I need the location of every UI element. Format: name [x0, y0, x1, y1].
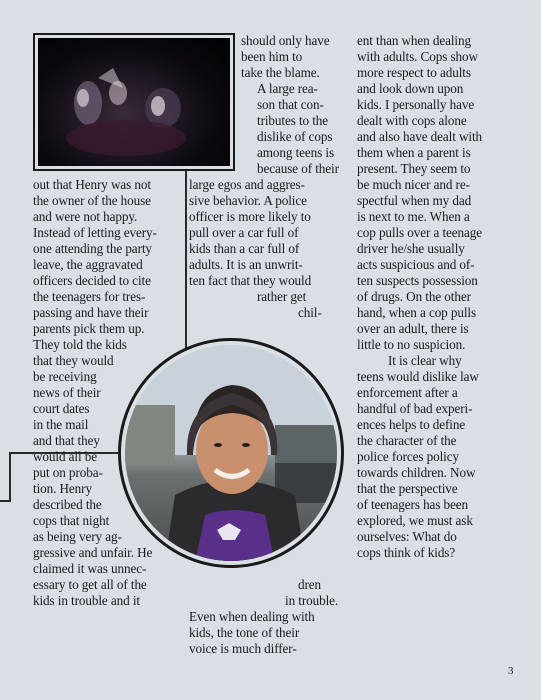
- text-line: acts suspicious and of-: [357, 257, 475, 272]
- text-line: essary to get all of the: [33, 577, 147, 592]
- text-line: A large rea-: [257, 81, 318, 96]
- text-line: pull over a car full of: [189, 225, 299, 240]
- text-line: and that they: [33, 433, 100, 448]
- text-line: sive behavior. A police: [189, 193, 307, 208]
- text-line: and were not happy.: [33, 209, 138, 224]
- text-line: out that Henry was not: [33, 177, 151, 192]
- text-line: parents pick them up.: [33, 321, 145, 336]
- photo-dark-scene-image: [38, 38, 230, 166]
- text-line: voice is much differ-: [189, 641, 297, 656]
- decorative-line-bottom: [0, 500, 11, 502]
- text-line: Even when dealing with: [189, 609, 315, 624]
- text-line: dren: [298, 577, 322, 592]
- text-line: kids in trouble and it: [33, 593, 140, 608]
- text-line: teens would dislike law: [357, 369, 479, 384]
- text-line: would all be: [33, 449, 97, 464]
- text-line: Instead of letting every-: [33, 225, 157, 240]
- text-line: and look down upon: [357, 81, 464, 96]
- text-line: son that con-: [257, 97, 324, 112]
- text-line: among teens is: [257, 145, 334, 160]
- text-line: leave, the aggravated: [33, 257, 143, 272]
- text-line: adults. It is an unwrit-: [189, 257, 303, 272]
- text-line: the teenagers for tres-: [33, 289, 146, 304]
- text-line: as being very ag-: [33, 529, 122, 544]
- text-line: be receiving: [33, 369, 97, 384]
- text-line: little to no suspicion.: [357, 337, 466, 352]
- text-line: with adults. Cops show: [357, 49, 478, 64]
- text-line: that the perspective: [357, 481, 458, 496]
- text-line: ences helps to define: [357, 417, 466, 432]
- text-line: ent than when dealing: [357, 33, 471, 48]
- text-line: explored, we must ask: [357, 513, 473, 528]
- text-line: police forces policy: [357, 449, 459, 464]
- text-line: dislike of cops: [257, 129, 333, 144]
- text-line: towards children. Now: [357, 465, 476, 480]
- text-line: handful of bad experi-: [357, 401, 473, 416]
- text-line: hand, when a cop pulls: [357, 305, 477, 320]
- photo-dark-scene-figures: [38, 38, 230, 166]
- text-line: should only have: [241, 33, 330, 48]
- text-line: in the mail: [33, 417, 89, 432]
- text-line: news of their: [33, 385, 101, 400]
- text-line: officer is more likely to: [189, 209, 311, 224]
- portrait-figure: [125, 345, 337, 561]
- text-line: be much nicer and re-: [357, 177, 470, 192]
- text-line: chil-: [298, 305, 322, 320]
- text-line: the character of the: [357, 433, 457, 448]
- text-line: officers decided to cite: [33, 273, 151, 288]
- text-line: take the blame.: [241, 65, 320, 80]
- text-line: over an adult, there is: [357, 321, 469, 336]
- page-number: 3: [508, 665, 514, 677]
- photo-dark-scene: [33, 33, 235, 171]
- text-line: of teenagers has been: [357, 497, 469, 512]
- text-line: spectful when my dad: [357, 193, 472, 208]
- text-line: enforcement after a: [357, 385, 458, 400]
- text-line: They told the kids: [33, 337, 127, 352]
- text-line: been him to: [241, 49, 303, 64]
- text-line: passing and have their: [33, 305, 149, 320]
- text-line: kids. I personally have: [357, 97, 475, 112]
- text-line: ourselves: What do: [357, 529, 457, 544]
- portrait-oval: [118, 338, 344, 568]
- text-line: more respect to adults: [357, 65, 471, 80]
- text-line: claimed it was unnec-: [33, 561, 147, 576]
- text-line: cops that night: [33, 513, 110, 528]
- text-line: driver he/she usually: [357, 241, 465, 256]
- text-line: and also have dealt with: [357, 129, 483, 144]
- decorative-line-vertical-top: [185, 171, 187, 349]
- text-line: gressive and unfair. He: [33, 545, 153, 560]
- text-line: that they would: [33, 353, 114, 368]
- text-line: them when a parent is: [357, 145, 471, 160]
- text-line: large egos and aggres-: [189, 177, 305, 192]
- text-line: present. They seem to: [357, 161, 471, 176]
- text-line: cop pulls over a teenage: [357, 225, 483, 240]
- text-line: cops think of kids?: [357, 545, 456, 560]
- text-line: kids, the tone of their: [189, 625, 300, 640]
- text-line: put on proba-: [33, 465, 103, 480]
- text-line: kids than a car full of: [189, 241, 300, 256]
- text-line: court dates: [33, 401, 90, 416]
- text-line: tributes to the: [257, 113, 329, 128]
- text-line: the owner of the house: [33, 193, 151, 208]
- text-line: dealt with cops alone: [357, 113, 467, 128]
- decorative-line-vertical-left: [9, 452, 11, 502]
- text-line: ten suspects possession: [357, 273, 478, 288]
- text-line: tion. Henry: [33, 481, 92, 496]
- portrait-image: [125, 345, 337, 561]
- text-line: described the: [33, 497, 102, 512]
- text-line: ten fact that they would: [189, 273, 312, 288]
- text-line: It is clear why: [388, 353, 462, 368]
- text-line: because of their: [257, 161, 339, 176]
- text-line: rather get: [257, 289, 307, 304]
- text-line: in trouble.: [285, 593, 339, 608]
- text-line: is next to me. When a: [357, 209, 470, 224]
- text-line: one attending the party: [33, 241, 152, 256]
- text-line: of drugs. On the other: [357, 289, 471, 304]
